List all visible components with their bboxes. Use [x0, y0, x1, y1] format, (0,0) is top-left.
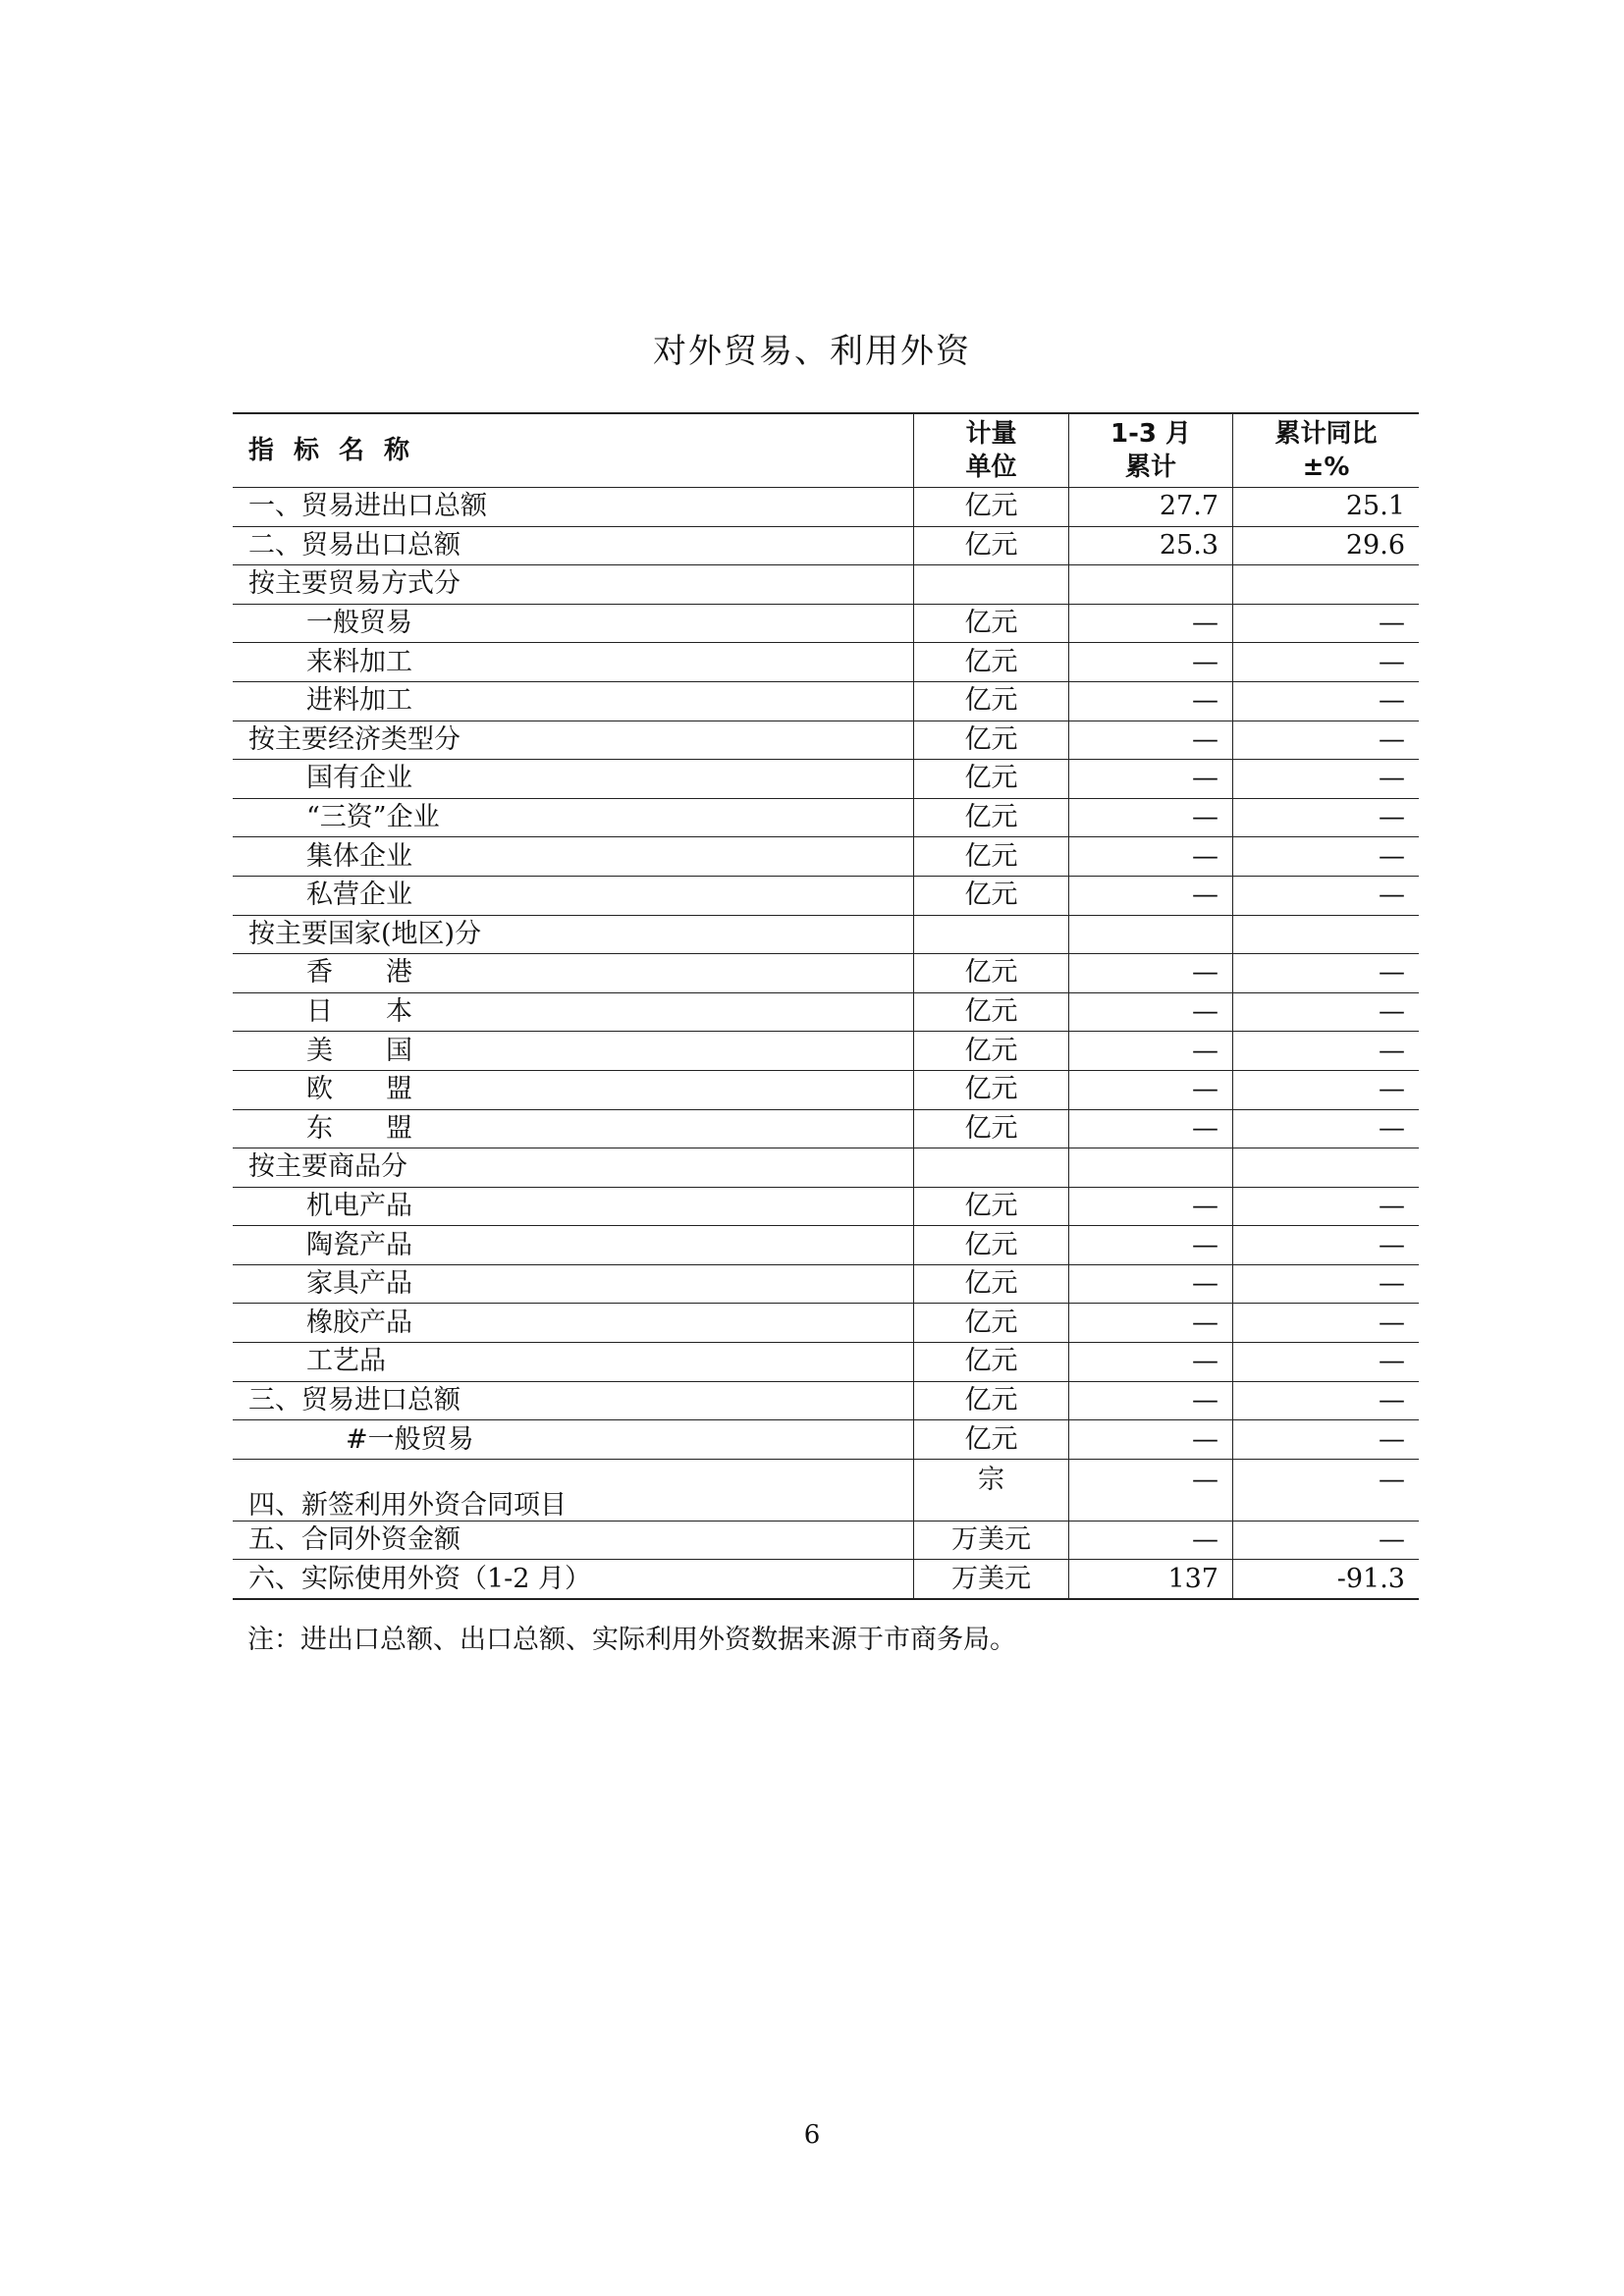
row-cumulative-value: —: [1069, 837, 1233, 877]
table-row: [233, 876, 1419, 915]
row-unit: 亿元: [914, 1343, 1069, 1382]
row-yoy-change: —: [1233, 721, 1420, 760]
row-indicator-name: 按主要国家(地区)分: [233, 915, 914, 954]
row-yoy-change: —: [1233, 798, 1420, 837]
row-indicator-name: 日 本: [233, 992, 914, 1032]
row-cumulative-value: —: [1069, 1070, 1233, 1109]
row-unit: 亿元: [914, 681, 1069, 721]
table-row: [233, 1420, 1419, 1460]
row-cumulative-value: —: [1069, 1459, 1233, 1521]
header-cumulative-line2: 累计: [1124, 453, 1176, 482]
table-header-row: [233, 413, 1419, 488]
row-unit: 亿元: [914, 643, 1069, 682]
table-row: [233, 1521, 1419, 1560]
row-cumulative-value: 137: [1069, 1560, 1233, 1599]
row-unit: 亿元: [914, 1264, 1069, 1304]
row-yoy-change: —: [1233, 876, 1420, 915]
row-cumulative-value: —: [1069, 643, 1233, 682]
table-row: [233, 526, 1419, 565]
row-yoy-change: 29.6: [1233, 526, 1420, 565]
row-cumulative-value: —: [1069, 1420, 1233, 1460]
row-unit: [914, 565, 1069, 605]
row-indicator-name: 五、合同外资金额: [233, 1521, 914, 1560]
table-row: [233, 1226, 1419, 1265]
row-unit: 亿元: [914, 798, 1069, 837]
row-indicator-name: 一般贸易: [233, 604, 914, 643]
table-row: [233, 1264, 1419, 1304]
row-cumulative-value: —: [1069, 1521, 1233, 1560]
row-unit: 亿元: [914, 1381, 1069, 1420]
row-indicator-name: 美 国: [233, 1032, 914, 1071]
row-yoy-change: —: [1233, 1459, 1420, 1521]
row-cumulative-value: —: [1069, 954, 1233, 993]
row-unit: 亿元: [914, 1032, 1069, 1071]
row-cumulative-value: —: [1069, 721, 1233, 760]
row-indicator-name: 进料加工: [233, 681, 914, 721]
row-indicator-name: 橡胶产品: [233, 1304, 914, 1343]
row-unit: 万美元: [914, 1521, 1069, 1560]
row-cumulative-value: [1069, 565, 1233, 605]
row-cumulative-value: —: [1069, 798, 1233, 837]
row-cumulative-value: —: [1069, 1109, 1233, 1148]
row-cumulative-value: —: [1069, 1304, 1233, 1343]
row-indicator-name: 陶瓷产品: [233, 1226, 914, 1265]
row-unit: 亿元: [914, 1109, 1069, 1148]
row-unit: 亿元: [914, 992, 1069, 1032]
row-cumulative-value: —: [1069, 760, 1233, 799]
row-indicator-name: 按主要商品分: [233, 1148, 914, 1188]
row-indicator-name: 集体企业: [233, 837, 914, 877]
row-cumulative-value: —: [1069, 1381, 1233, 1420]
row-cumulative-value: —: [1069, 1264, 1233, 1304]
row-yoy-change: —: [1233, 1304, 1420, 1343]
header-yoy-change: [1233, 413, 1420, 488]
row-indicator-name: 来料加工: [233, 643, 914, 682]
row-indicator-name: 六、实际使用外资（1-2 月）: [233, 1560, 914, 1599]
table-row: [233, 681, 1419, 721]
table-row: [233, 1070, 1419, 1109]
table-row: [233, 760, 1419, 799]
row-indicator-name: 私营企业: [233, 876, 914, 915]
row-unit: 亿元: [914, 837, 1069, 877]
row-unit: 亿元: [914, 876, 1069, 915]
row-yoy-change: 25.1: [1233, 488, 1420, 527]
row-yoy-change: —: [1233, 1420, 1420, 1460]
row-unit: 亿元: [914, 1420, 1069, 1460]
row-cumulative-value: —: [1069, 604, 1233, 643]
row-cumulative-value: —: [1069, 1226, 1233, 1265]
row-indicator-name: 机电产品: [233, 1187, 914, 1226]
row-indicator-name: 东 盟: [233, 1109, 914, 1148]
row-unit: 亿元: [914, 526, 1069, 565]
table-row: [233, 798, 1419, 837]
row-unit: 亿元: [914, 1070, 1069, 1109]
table-row: [233, 1109, 1419, 1148]
row-cumulative-value: [1069, 915, 1233, 954]
row-indicator-name: 香 港: [233, 954, 914, 993]
row-yoy-change: —: [1233, 1032, 1420, 1071]
header-cumulative-line1: 1-3 月: [1110, 419, 1192, 449]
row-yoy-change: —: [1233, 643, 1420, 682]
row-indicator-name: 欧 盟: [233, 1070, 914, 1109]
header-unit: [914, 413, 1069, 488]
row-cumulative-value: —: [1069, 1187, 1233, 1226]
table-row: [233, 1148, 1419, 1188]
row-yoy-change: —: [1233, 1109, 1420, 1148]
row-cumulative-value: 25.3: [1069, 526, 1233, 565]
row-yoy-change: —: [1233, 1381, 1420, 1420]
row-yoy-change: —: [1233, 1070, 1420, 1109]
row-yoy-change: —: [1233, 1264, 1420, 1304]
header-unit-line2: 单位: [965, 453, 1017, 482]
header-unit-line1: 计量: [965, 419, 1017, 449]
row-unit: 亿元: [914, 604, 1069, 643]
row-indicator-name: 工艺品: [233, 1343, 914, 1382]
table-row: [233, 1459, 1419, 1521]
table-row: [233, 721, 1419, 760]
row-cumulative-value: [1069, 1148, 1233, 1188]
row-yoy-change: —: [1233, 760, 1420, 799]
row-indicator-name: 按主要贸易方式分: [233, 565, 914, 605]
row-yoy-change: -91.3: [1233, 1560, 1420, 1599]
header-yoy-line1: 累计同比: [1274, 419, 1378, 449]
row-yoy-change: —: [1233, 681, 1420, 721]
row-cumulative-value: 27.7: [1069, 488, 1233, 527]
row-yoy-change: —: [1233, 837, 1420, 877]
row-indicator-name: “三资”企业: [233, 798, 914, 837]
table-row: [233, 915, 1419, 954]
table-row: [233, 1187, 1419, 1226]
row-yoy-change: —: [1233, 992, 1420, 1032]
row-unit: 亿元: [914, 1187, 1069, 1226]
row-yoy-change: —: [1233, 1343, 1420, 1382]
row-unit: 亿元: [914, 954, 1069, 993]
row-yoy-change: —: [1233, 604, 1420, 643]
row-unit: 万美元: [914, 1560, 1069, 1599]
row-unit: [914, 1148, 1069, 1188]
row-unit: 亿元: [914, 488, 1069, 527]
table-row: [233, 954, 1419, 993]
row-indicator-name: 四、新签利用外资合同项目: [233, 1459, 914, 1521]
row-indicator-name: 家具产品: [233, 1264, 914, 1304]
header-cumulative: [1069, 413, 1233, 488]
footnote: 注：进出口总额、出口总额、实际利用外资数据来源于市商务局。: [247, 1625, 1016, 1655]
page-title: 对外贸易、利用外资: [653, 332, 971, 371]
row-cumulative-value: —: [1069, 1343, 1233, 1382]
row-indicator-name: 国有企业: [233, 760, 914, 799]
table-row: [233, 488, 1419, 527]
row-unit: 宗: [914, 1459, 1069, 1521]
trade-investment-table: [233, 412, 1419, 1600]
table-row: [233, 1032, 1419, 1071]
header-yoy-line2: ±%: [1302, 453, 1350, 482]
row-indicator-name: 二、贸易出口总额: [233, 526, 914, 565]
row-cumulative-value: —: [1069, 1032, 1233, 1071]
table-row: [233, 1560, 1419, 1599]
row-unit: 亿元: [914, 760, 1069, 799]
row-yoy-change: [1233, 915, 1420, 954]
row-yoy-change: —: [1233, 1226, 1420, 1265]
row-unit: 亿元: [914, 1226, 1069, 1265]
table-row: [233, 1381, 1419, 1420]
header-indicator-name: 指标名称: [233, 413, 914, 488]
row-indicator-name: #一般贸易: [233, 1420, 914, 1460]
page-number: 6: [803, 2120, 821, 2150]
row-indicator-name: 按主要经济类型分: [233, 721, 914, 760]
row-cumulative-value: —: [1069, 681, 1233, 721]
row-yoy-change: [1233, 565, 1420, 605]
row-unit: 亿元: [914, 1304, 1069, 1343]
row-yoy-change: [1233, 1148, 1420, 1188]
table-row: [233, 565, 1419, 605]
table-row: [233, 1343, 1419, 1382]
row-yoy-change: —: [1233, 1521, 1420, 1560]
row-indicator-name: 一、贸易进出口总额: [233, 488, 914, 527]
row-unit: [914, 915, 1069, 954]
row-unit: 亿元: [914, 721, 1069, 760]
table-row: [233, 604, 1419, 643]
table-row: [233, 1304, 1419, 1343]
table-row: [233, 992, 1419, 1032]
row-yoy-change: —: [1233, 954, 1420, 993]
row-cumulative-value: —: [1069, 992, 1233, 1032]
table-row: [233, 643, 1419, 682]
row-yoy-change: —: [1233, 1187, 1420, 1226]
table-body: [233, 488, 1419, 1600]
table-row: [233, 837, 1419, 877]
row-indicator-name: 三、贸易进口总额: [233, 1381, 914, 1420]
row-cumulative-value: —: [1069, 876, 1233, 915]
